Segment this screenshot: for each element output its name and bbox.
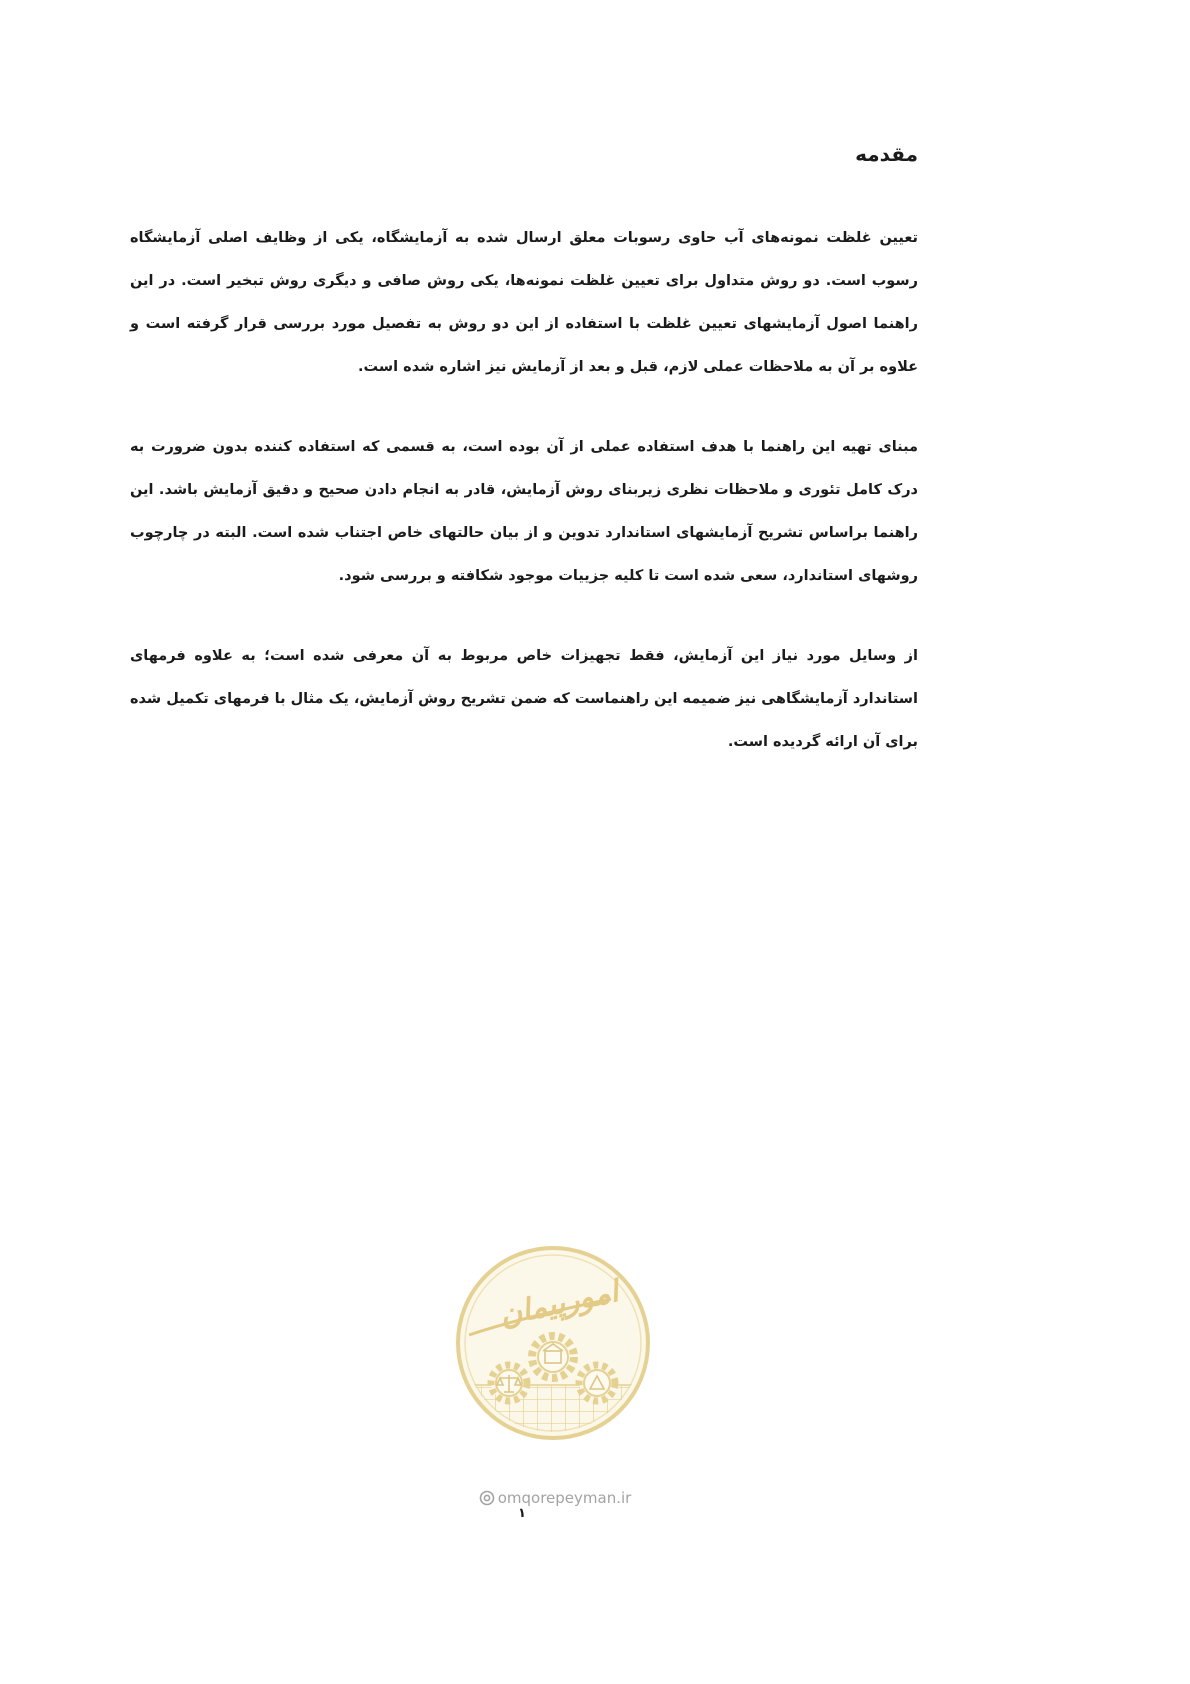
logo-emblem-icon [453,1243,653,1443]
gear-icon [532,1336,574,1378]
gear-icon [579,1365,615,1401]
website-url: omqorepeyman.ir [497,1489,632,1507]
page-heading: مقدمه [855,142,918,166]
logo-lettering: امورپیمان [496,1274,622,1334]
at-sign-icon [479,1490,495,1506]
paragraph-intro: تعیین غلظت نمونه‌های آب حاوی رسوبات معلق ارسال شده به آزمایشگاه، یکی از وظایف اصلی آزمایشگاه رسوب است. دو روش متداول برای تعیین غلظت نمونه‌ها، یکی روش صافی و دیگری روش تبخیر است. در این راهنما اصول آزمایشهای تعیین غلظت با استفاده از این دو روش به تفصیل مورد بررسی قرار گرفته است و علاوه بر آن به ملاحظات عملی لازم، قبل و بعد از آزمایش نیز اشاره شده است. [130,230,918,375]
document-body [130,217,918,801]
page-number: ۱ [518,1506,526,1521]
watermark-website [440,1489,670,1507]
paragraph-basis: مبنای تهیه این راهنما با هدف استفاده عملی از آن بوده است، به قسمی که استفاده کننده بدون ضرورت به درک کامل تئوری و ملاحظات نظری زیربنای روش آزمایش، قادر به انجام دادن صحیح و دقیق آزمایش باشد. این راهنما براساس تشریح آزمایشهای استاندارد تدوین و از بیان حالتهای خاص اجتناب شده است. البته در چارچوب روشهای استاندارد، سعی شده است تا کلیه جزییات موجود شکافته و بررسی شود. [130,439,918,584]
paragraph-equipment: از وسایل مورد نیاز این آزمایش، فقط تجهیزات خاص مربوط به آن معرفی شده است؛ به علاوه فرمهای استاندارد آزمایشگاهی نیز ضمیمه این راهنماست که ضمن تشریح روش آزمایش، یک مثال با فرمهای تکمیل شده برای آن ارائه گردیده است. [130,648,918,750]
